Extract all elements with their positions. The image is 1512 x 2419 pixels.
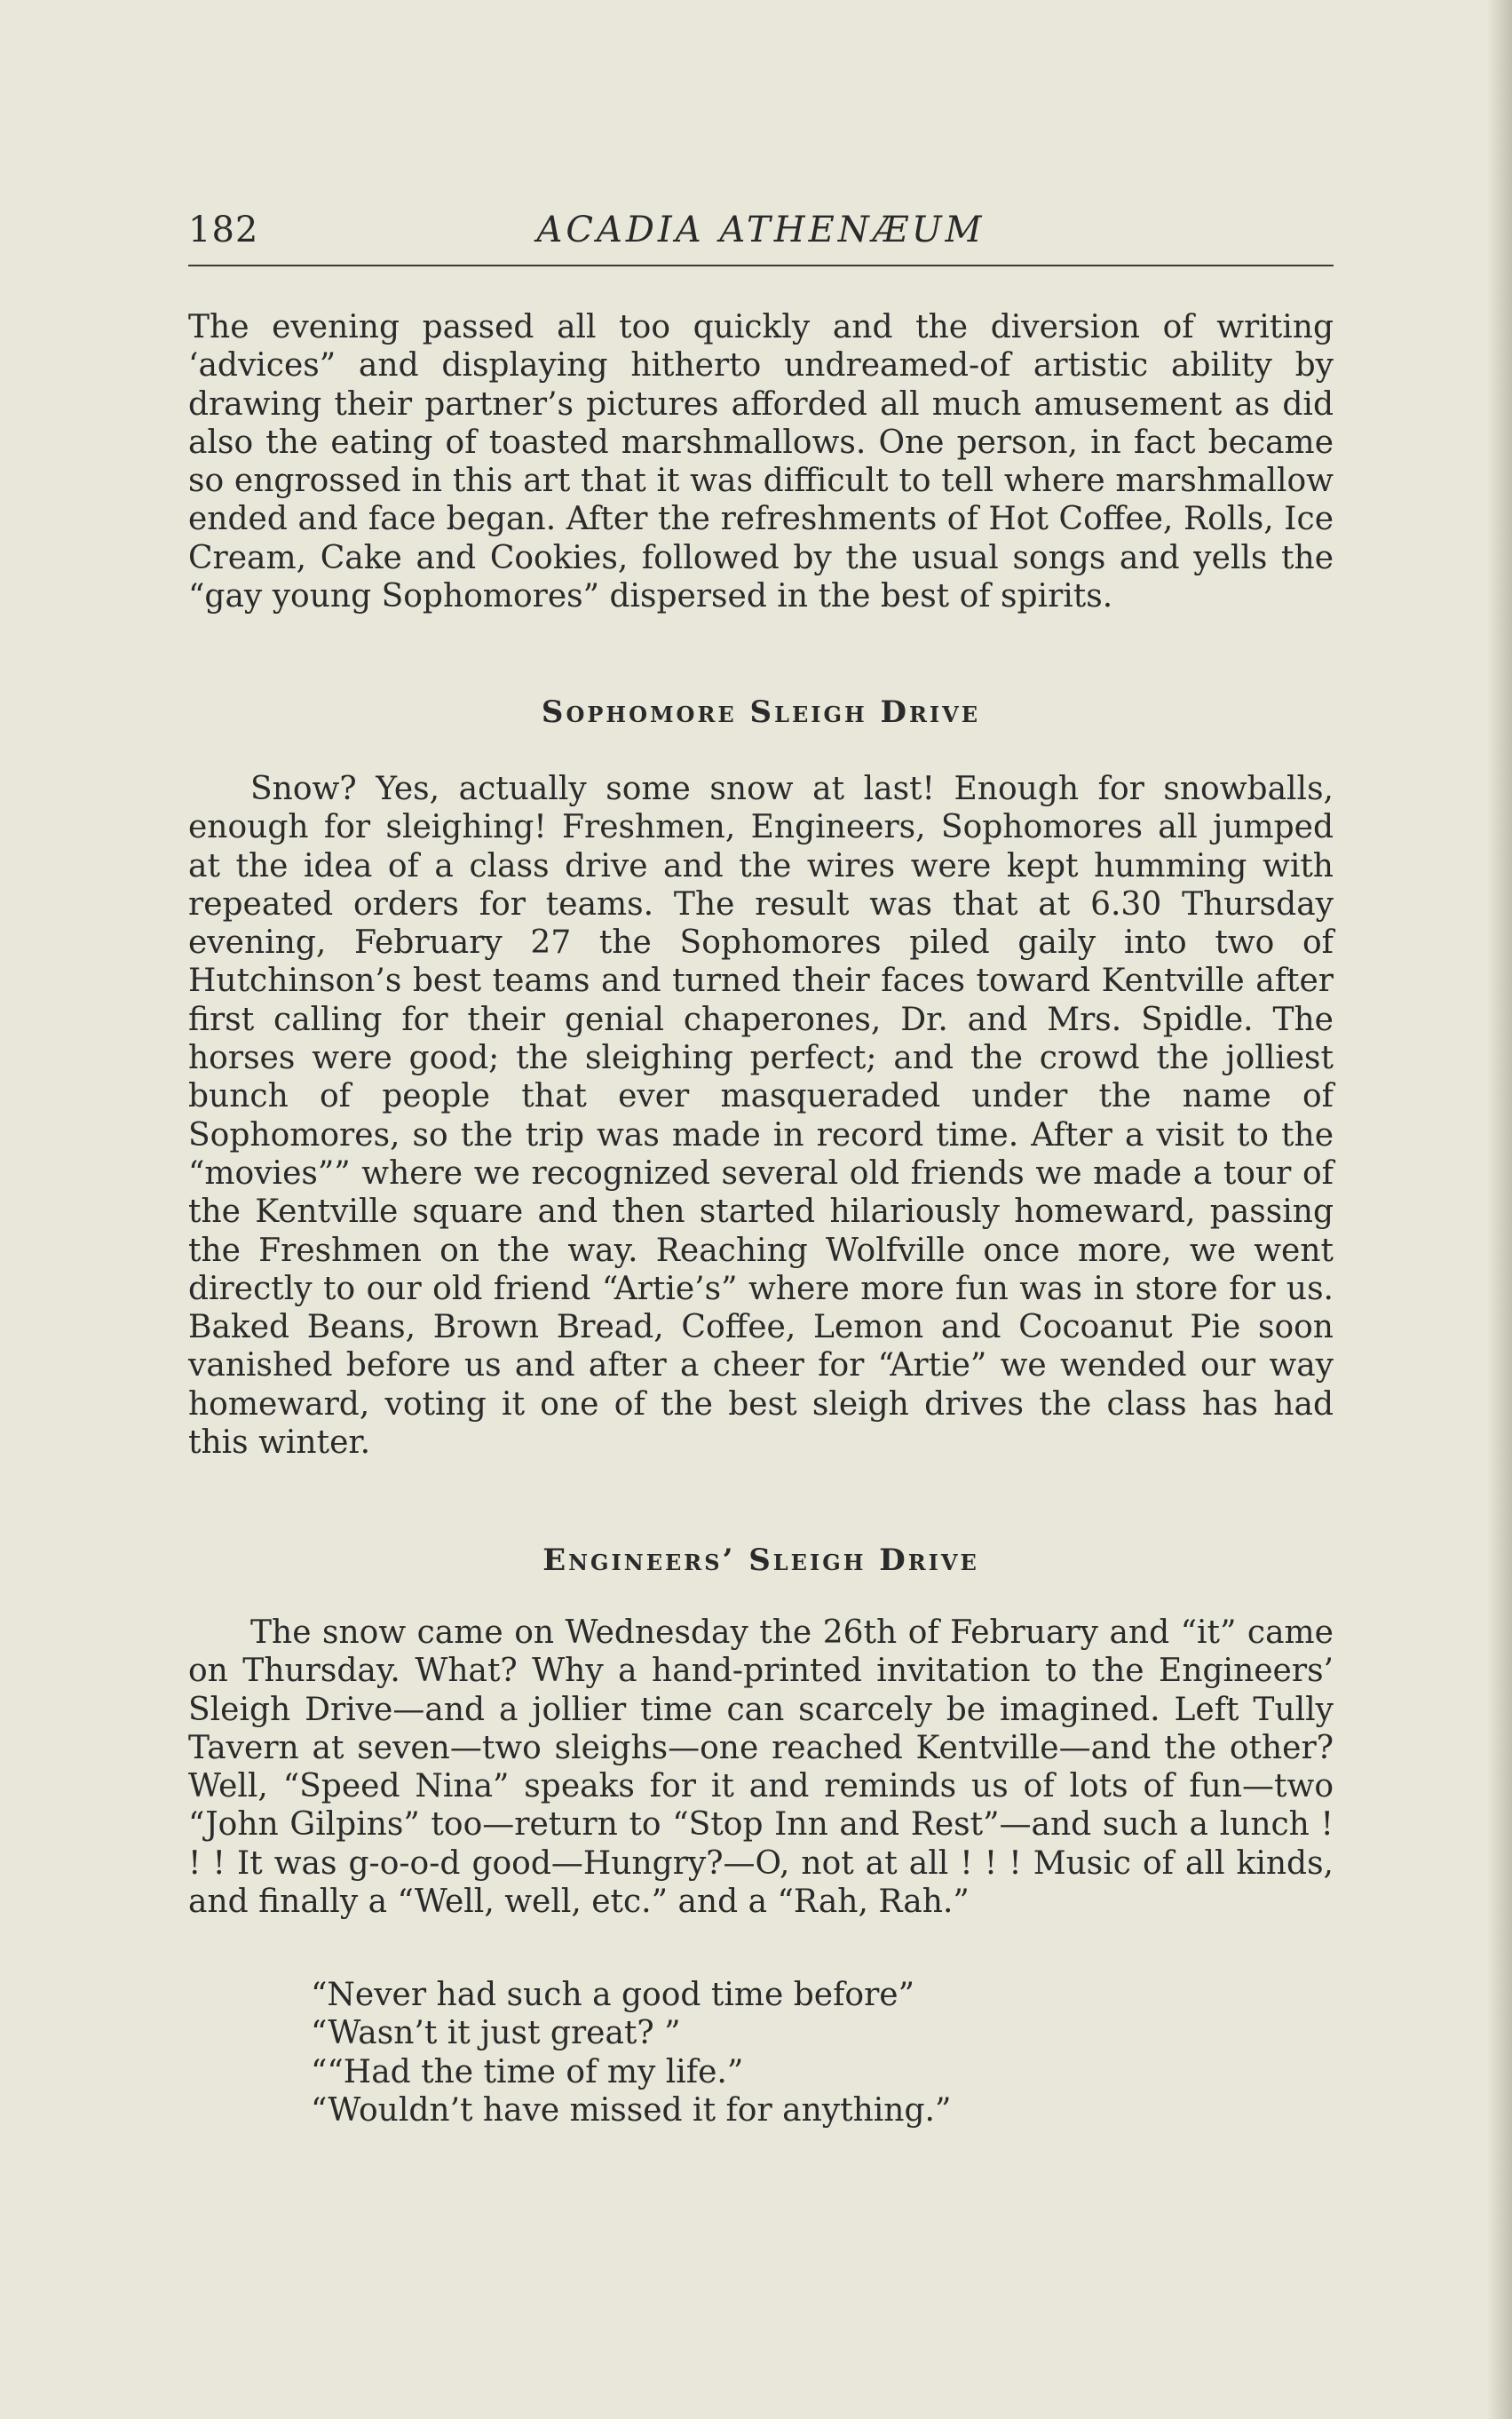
- page-edge-shadow: [1487, 0, 1512, 2419]
- quotes-block: [311, 1976, 1199, 2130]
- sophomore-heading: Sophomore Sleigh Drive: [541, 694, 981, 730]
- page-header: [188, 206, 1334, 268]
- quote-line: “Never had such a good time before”: [311, 1977, 915, 2013]
- engineers-paragraph: The snow came on Wednesday the 26th of February and “it” came on Thursday. What? Why a hand-printed invitation to the Engineers’ Sleigh Drive—and a jollier time can scarcely be imagined. Left Tully Tavern at seven—two sleighs—one reached Kentville—and the other? Well, “Speed Nina” speaks for it and reminds us of lots of fun—two “John Gilpins” too—return to “Stop Inn and Rest”—and such a lunch ! ! ! It was g-o-o-d good—Hungry?—O, not at all ! ! ! Music of all kinds, and finally a “Well, well, etc.” and a “Rah, Rah.”: [188, 1614, 1334, 1921]
- quote-line: ““Had the time of my life.”: [311, 2053, 744, 2090]
- sophomore-paragraph: Snow? Yes, actually some snow at last! Enough for snowballs, enough for sleighing! Freshmen, Engineers, Sophomores all jumped at the idea of a class drive and the wires were kept humming with repeated orders for teams. The result was that at 6.30 Thursday evening, February 27 the Sophomores piled gaily into two of Hutchinson’s best teams and turned their faces toward Kentville after first calling for their genial chaperones, Dr. and Mrs. Spidle. The horses were good; the sleighing perfect; and the crowd the jolliest bunch of people that ever masqueraded under the name of Sophomores, so the trip was made in record time. After a visit to the “movies”” where we recognized several old friends we made a tour of the Kentville square and then started hilariously homeward, passing the Freshmen on the way. Reaching Wolfville once more, we went directly to our old friend “Artie’s” where more fun was in store for us. Baked Beans, Brown Bread, Coffee, Lemon and Cocoanut Pie soon vanished before us and after a cheer for “Artie” we wended our way homeward, voting it one of the best sleigh drives the class has had this winter.: [188, 771, 1334, 1462]
- engineers-heading: Engineers’ Sleigh Drive: [542, 1543, 979, 1578]
- header-rule: [188, 265, 1334, 266]
- intro-paragraph: The evening passed all too quickly and the diversion of writing ‘advices” and displaying hitherto undreamed-of artistic ability by drawing their partner’s pictures afforded all much amusement as did also the eating of toasted marshmallows. One person, in fact became so engrossed in this art that it was difficult to tell where marshmallow ended and face began. After the refreshments of Hot Coffee, Rolls, Ice Cream, Cake and Cookies, followed by the usual songs and yells the “gay young Sophomores” dispersed in the best of spirits.: [188, 309, 1334, 615]
- page-number: 182: [188, 210, 259, 250]
- quote-line: “Wasn’t it just great? ”: [311, 2015, 681, 2052]
- running-title: ACADIA ATHENÆUM: [536, 210, 986, 250]
- quote-line: “Wouldn’t have missed it for anything.”: [311, 2091, 952, 2129]
